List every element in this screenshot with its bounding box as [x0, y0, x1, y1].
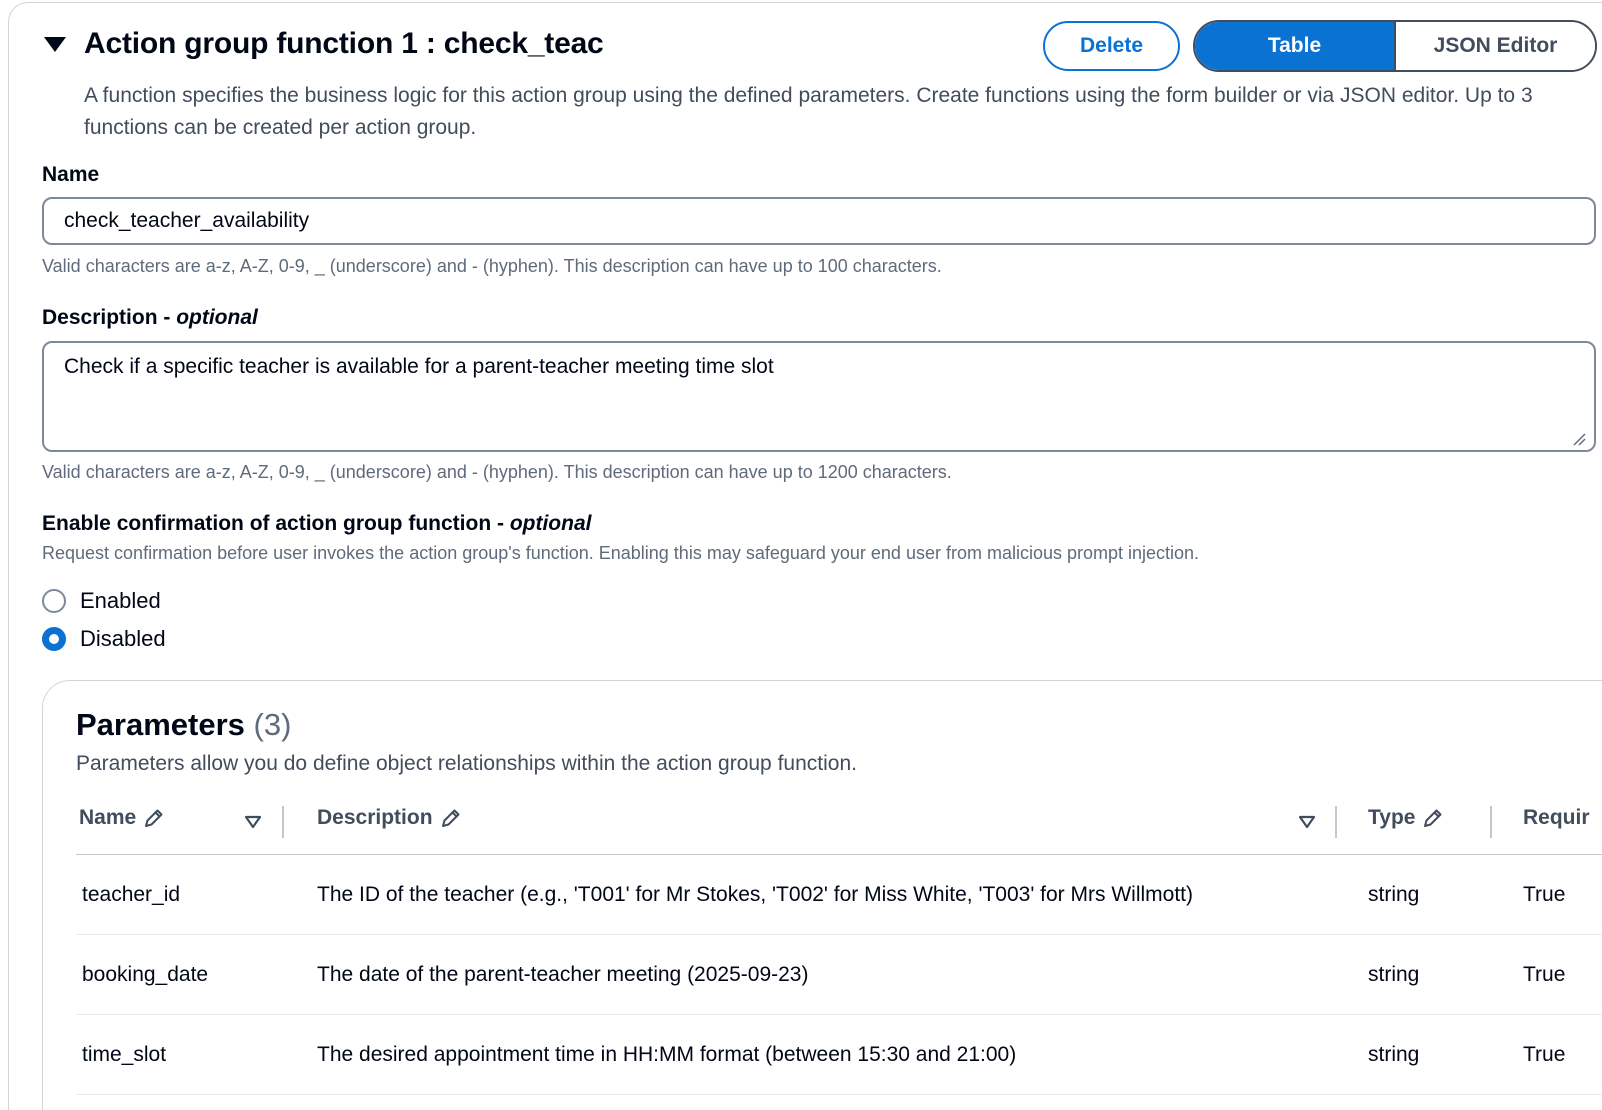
column-divider[interactable] — [282, 806, 284, 838]
description-hint: Valid characters are a-z, A-Z, 0-9, _ (underscore) and - (hyphen). This description can have up to 1200 characters. — [42, 462, 952, 482]
radio-label: Disabled — [80, 626, 166, 651]
name-hint: Valid characters are a-z, A-Z, 0-9, _ (underscore) and - (hyphen). This description can have up to 100 characters. — [42, 256, 942, 276]
pencil-icon — [1422, 807, 1444, 829]
column-divider[interactable] — [1335, 806, 1337, 838]
column-divider[interactable] — [1490, 806, 1492, 838]
confirmation-hint: Request confirmation before user invokes the action group's function. Enabling this may safeguard your end user from malicious prompt injection. — [42, 543, 1200, 563]
cell-name: booking_date — [82, 963, 209, 986]
function-title: Action group function 1 : check_teac — [84, 27, 604, 60]
column-header-label: Type — [1368, 806, 1416, 829]
table-row — [76, 855, 1602, 935]
pencil-icon — [143, 807, 165, 829]
optional-text: optional — [509, 512, 592, 535]
table-row — [76, 935, 1602, 1015]
parameters-count: (3) — [253, 707, 292, 742]
cell-name: time_slot — [82, 1043, 167, 1066]
cell-description: The ID of the teacher (e.g., 'T001' for Mr Stokes, 'T002' for Miss White, 'T003' for Mrs Willmott) — [317, 883, 1193, 906]
resize-handle-icon[interactable] — [1572, 432, 1586, 446]
confirmation-label — [42, 512, 591, 536]
mode-table-button[interactable]: Table — [1195, 22, 1396, 70]
pencil-icon — [440, 807, 462, 829]
column-header-label: Requir — [1523, 806, 1590, 829]
cell-type: string — [1368, 963, 1420, 986]
description-label-text: Description - — [42, 306, 177, 329]
confirmation-label-text: Enable confirmation of action group function - — [42, 512, 510, 535]
cell-type: string — [1368, 883, 1420, 906]
description-textarea[interactable] — [42, 341, 1596, 452]
cell-name: teacher_id — [82, 883, 181, 906]
table-row — [76, 1015, 1602, 1095]
delete-button[interactable]: Delete — [1043, 21, 1180, 71]
parameters-title-text: Parameters — [76, 707, 245, 742]
name-label: Name — [42, 163, 100, 186]
cell-description: The desired appointment time in HH:MM format (between 15:30 and 21:00) — [317, 1043, 1017, 1066]
cell-description: The date of the parent-teacher meeting (2025-09-23) — [317, 963, 809, 986]
collapse-caret-icon[interactable] — [44, 37, 66, 52]
column-header-label: Description — [317, 806, 433, 829]
function-description: A function specifies the business logic for this action group using the defined parameters. Create functions using the form builder or via JSON editor. Up to 3 functions can be created per action group. — [84, 84, 1533, 139]
mode-json-editor-button[interactable]: JSON Editor — [1396, 22, 1595, 70]
parameters-description: Parameters allow you do define object relationships within the action group function. — [76, 752, 857, 775]
radio-unchecked-icon[interactable] — [42, 589, 66, 613]
editor-mode-toggle — [1193, 20, 1597, 72]
column-header-description[interactable] — [317, 806, 462, 830]
description-label — [42, 306, 258, 330]
column-header-type[interactable] — [1368, 806, 1444, 830]
column-header-label: Name — [79, 806, 137, 829]
column-header-name[interactable] — [79, 806, 165, 830]
optional-text: optional — [176, 306, 258, 329]
cell-required: True — [1523, 1043, 1566, 1066]
radio-disabled[interactable] — [42, 626, 166, 652]
radio-enabled[interactable] — [42, 588, 161, 614]
radio-checked-icon[interactable] — [42, 627, 66, 651]
radio-label: Enabled — [80, 588, 161, 613]
cell-required: True — [1523, 883, 1566, 906]
cell-type: string — [1368, 1043, 1420, 1066]
name-input[interactable] — [42, 197, 1596, 245]
column-header-required[interactable] — [1523, 806, 1590, 830]
cell-required: True — [1523, 963, 1566, 986]
parameters-title — [76, 707, 291, 743]
